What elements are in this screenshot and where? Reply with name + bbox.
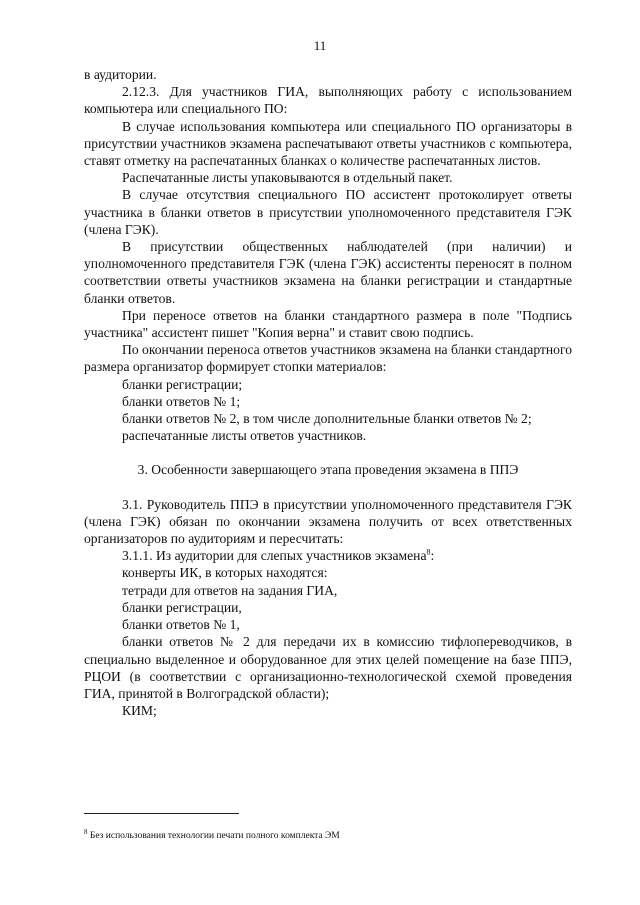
- paragraph-continuation: в аудитории.: [84, 67, 157, 82]
- paragraph-3-1-1-text: 3.1.1. Из аудитории для слепых участников экзамена: [122, 548, 427, 564]
- paragraph-no-software: В случае отсутствия специального ПО ассистент протоколирует ответы участника в бланки ответов в присутствии уполномоченного представителя ГЭК (члена ГЭК).: [84, 187, 572, 237]
- list-item: КИМ;: [122, 703, 157, 719]
- list-item: тетради для ответов на задания ГИА,: [122, 582, 338, 598]
- list-item: бланки регистрации;: [122, 376, 243, 392]
- paragraph-packaging: Распечатанные листы упаковываются в отдельный пакет.: [122, 170, 453, 186]
- page-content: [84, 66, 572, 719]
- footnote-marker: 8: [84, 827, 88, 836]
- footnote: [84, 827, 572, 842]
- list-item: бланки ответов № 1;: [122, 393, 241, 409]
- paragraph-2-12-3: 2.12.3. Для участников ГИА, выполняющих работу с использованием компьютера или специального ПО:: [84, 84, 572, 117]
- paragraph-3-1-1: [84, 547, 572, 564]
- paragraph-3-1-1-end: :: [430, 548, 435, 564]
- footnote-text: Без использования технологии печати полного комплекта ЭМ: [87, 831, 340, 841]
- section-heading: 3. Особенности завершающего этапа проведения экзамена в ППЭ: [137, 462, 519, 478]
- footnote-separator: [84, 813, 239, 814]
- list-item: бланки ответов № 2 для передачи их в комиссию тифлопереводчиков, в специально выделенное и оборудованное для этих целей помещение на базе ППЭ, РЦОИ (в соответствии с организационно-технологической схемой проведения ГИА, принятой в Волгоградской области);: [84, 634, 572, 701]
- paragraph-3-1: 3.1. Руководитель ППЭ в присутствии уполномоченного представителя ГЭК (члена ГЭК) обязан по окончании экзамена получить от всех ответственных организаторов по аудиториям и пересчитать:: [84, 496, 572, 547]
- paragraph-computer-use: В случае использования компьютера или специального ПО организаторы в присутствии участников экзамена распечатывают ответы участников с компьютера, ставят отметку на распечатанных бланках о количестве распечатанных листов.: [84, 118, 572, 169]
- list-item: конверты ИК, в которых находятся:: [122, 565, 328, 581]
- list-item: бланки ответов № 1,: [122, 617, 240, 633]
- list-item: бланки ответов № 2, в том числе дополнительные бланки ответов № 2;: [122, 411, 532, 427]
- paragraph-stacks: По окончании переноса ответов участников экзамена на бланки стандартного размера организатор формирует стопки материалов:: [84, 342, 572, 375]
- paragraph-transfer: При переносе ответов на бланки стандартного размера в поле "Подпись участника" ассистент пишет "Копия верна" и ставит свою подпись.: [84, 307, 572, 341]
- page-number: 11: [313, 38, 327, 53]
- list-item: распечатанные листы ответов участников.: [122, 428, 367, 444]
- paragraph-observers: В присутствии общественных наблюдателей (при наличии) и уполномоченного представителя ГЭК (члена ГЭК) ассистенты переносят в полном соответствии ответы участников экзамена на бланки регистрации и стандартные бланки ответов.: [84, 239, 572, 306]
- list-item: бланки регистрации,: [122, 599, 242, 615]
- footnote-reference: 8: [426, 547, 431, 557]
